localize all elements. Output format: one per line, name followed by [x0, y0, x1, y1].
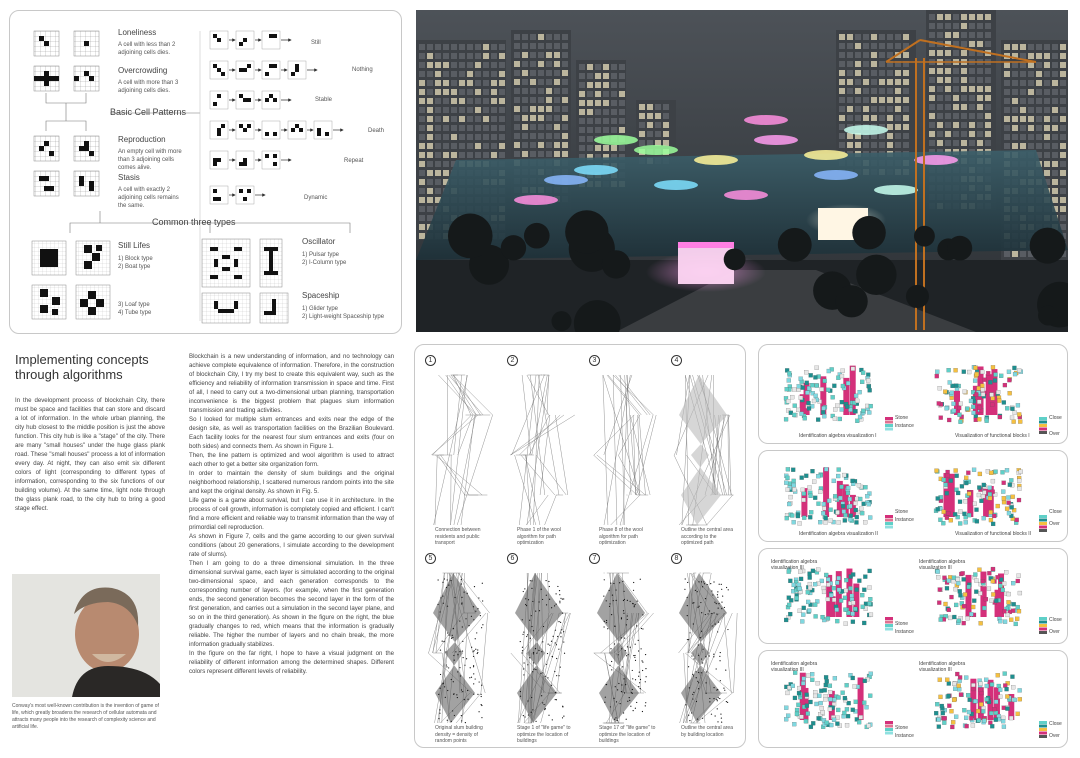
- article-paragraph: As shown in Figure 7, cells and the game according to our given survival conditions (about 20 generations, I simulate according to the development rate of slums).: [189, 533, 394, 558]
- algorithm-steps-diagram: [415, 345, 746, 748]
- viz-image-1: [759, 345, 1068, 444]
- viz-label-left: Identification algebra visualization III: [771, 559, 818, 571]
- still-lifes-title: Still Lifes: [118, 241, 151, 250]
- step-drawing: [428, 573, 490, 723]
- step-caption: Outline the central area according to the optimized path: [681, 527, 733, 546]
- spaceship-list: 1) Glider type 2) Light-weight Spaceship type: [302, 306, 385, 321]
- step-drawing: [594, 573, 654, 723]
- step-caption: Phase 8 of the wool algorithm for path optimization: [599, 527, 643, 546]
- step-number: 3: [589, 355, 600, 366]
- article-paragraph: So I looked for multiple slum entrances and exits near the edge of the design site, as well as transportation facilities on the Brazilian Boulevard. Each facility looks for the nearest four slum entrances and exits (four on both sides) and connects them. As shown in Figure 1.: [189, 416, 394, 450]
- step-number: 6: [507, 553, 518, 564]
- cube-cluster: [784, 366, 873, 423]
- spaceship-title: Spaceship: [302, 291, 340, 300]
- algorithm-steps-panel: [414, 344, 746, 748]
- photo-caption: Conway's most well-known contribution is the invention of game of life, which greatly broadens the research of cellular automata and attracts many people into the research of complexity science and artificial life.: [12, 703, 159, 730]
- legend-instance: Instance: [895, 517, 914, 523]
- reproduction-desc: An empty cell with more than 3 adjoining cells comes alive.: [118, 149, 182, 172]
- legend-stone: Stone: [895, 725, 909, 731]
- article-paragraph: In the figure on the far right, I hope to have a visual judgment on the reliability of different information among the determined shapes. Different colors represent different levels of reliability.: [189, 650, 394, 675]
- step-number: 5: [425, 553, 436, 564]
- article-paragraph: Then, the line pattern is optimized and wool algorithm is used to attract each other to get a better site organization form.: [189, 452, 394, 468]
- overcrowding-desc: A cell with more than 3 adjoining cells dies.: [118, 80, 179, 95]
- loneliness-grids: [34, 31, 99, 56]
- viz-panel-1: [758, 344, 1068, 444]
- viz-label-left: Identification algebra visualization I: [799, 433, 877, 439]
- step-caption: Original slum building density = density of random points: [435, 725, 483, 744]
- oscillator-list: 1) Pulsar type 2) I-Column type: [302, 252, 347, 267]
- article-intro: [15, 396, 165, 513]
- still-lifes-grids: [32, 241, 110, 319]
- night-city-render: [416, 10, 1068, 332]
- legend-over: Over: [1049, 521, 1060, 527]
- legend-close: Close: [1049, 509, 1062, 515]
- viz-panel-3: [758, 548, 1068, 644]
- article-paragraph: In order to maintain the density of slum buildings and the original neighborhood relationship, I scattered numerous random points into the site and kept the original density. As shown in Fig. 5.: [189, 470, 394, 495]
- conway-photo: [12, 574, 160, 697]
- common-types-title: Common three types: [152, 217, 236, 227]
- step-drawing: [511, 573, 571, 723]
- outcome-stable: Stable: [315, 97, 333, 103]
- viz-label-left: Identification algebra visualization II: [799, 531, 878, 537]
- loneliness-desc: A cell with less than 2 adjoining cells dies.: [118, 42, 176, 57]
- stasis-desc: A cell with exactly 2 adjoining cells remains the same.: [118, 187, 179, 210]
- step-number: 2: [507, 355, 518, 366]
- cube-cluster: [784, 568, 873, 626]
- reproduction-title: Reproduction: [118, 135, 166, 144]
- step-caption: Stage 1 of "life game" to optimize the location of buildings: [517, 725, 571, 744]
- cube-cluster: [935, 365, 1023, 424]
- cell-patterns-panel: [9, 10, 402, 334]
- cube-cluster: [784, 467, 872, 525]
- step-number: 4: [671, 355, 682, 366]
- overcrowding-grids: [34, 66, 99, 91]
- viz-label-left: Identification algebra visualization III: [771, 661, 818, 673]
- cube-cluster: [934, 672, 1022, 729]
- article-paragraph: Then I am going to do a three dimensional simulation. In the three dimensional survival game, each layer is simulated according to the original two-dimensional space, and each generation corresponds to the corresponding number of layers. (for example, when the first generation ends, the second generation becomes the second layer in the form of the first generation, and carries out a simulation in the second layer plane, and so on in the third generation). As shown in the figure on the right, the blue gradually changes to red, which means that the information is gradually reliable. The higher the number of layers and no chain break, the more information gradually stabilizes.: [189, 560, 394, 648]
- legend-close: Close: [1049, 415, 1062, 421]
- reproduction-grids: [34, 136, 99, 161]
- still-lifes-list-a: 1) Block type 2) Boat type: [118, 256, 153, 271]
- step-drawing: [431, 375, 492, 525]
- step-caption: Connection between residents and public transport: [435, 527, 481, 546]
- article-intro-text: In the development process of blockchain City, there must be space and facilities that can store and discard a lot of information. In the whole urban planning, the city hub closest to the middle position is just the above function. This city hub is like a "stage" of the city. There are many "small houses" under the huge glass plank road. These "small houses" process a lot of information every day. At night, they can also emit six different colors of light (corresponding to different types of information, corresponding to the six functions of our building volume). At the same time, light note through the glass plank road, to the city hub to bring a good stage effect.: [15, 397, 165, 512]
- legend-over: Over: [1049, 733, 1060, 739]
- legend-instance: Instance: [895, 423, 914, 429]
- legend-over: Over: [1049, 629, 1060, 635]
- oscillator-grids: [202, 239, 282, 287]
- viz-label-right: Identification algebra visualization III: [919, 559, 966, 571]
- conway-photo-image: [12, 574, 160, 697]
- oscillator-title: Oscillator: [302, 237, 336, 246]
- legend-over: Over: [1049, 431, 1060, 437]
- viz-label-right: Visualization of functional blocks I: [955, 433, 1030, 439]
- legend-stone: Stone: [895, 509, 909, 515]
- loneliness-title: Loneliness: [118, 28, 157, 37]
- legend-stone: Stone: [895, 415, 909, 421]
- step-caption: Phase 1 of the wool algorithm for path optimization: [517, 527, 561, 546]
- step-caption: Outline the central area by building location: [681, 725, 733, 738]
- outcome-dynamic: Dynamic: [304, 195, 328, 201]
- legend-instance: Instance: [895, 733, 914, 739]
- outcome-still: Still: [311, 40, 321, 46]
- spaceship-grids: [202, 293, 288, 323]
- step-caption: Stage 17 of "life game" to optimize the location of buildings: [599, 725, 656, 744]
- step-number: 8: [671, 553, 682, 564]
- legend-close: Close: [1049, 721, 1062, 727]
- basic-patterns-title: Basic Cell Patterns: [110, 107, 187, 117]
- step-drawing: [594, 375, 657, 525]
- viz-label-right: Identification algebra visualization III: [919, 661, 966, 673]
- legend-close: Close: [1049, 617, 1062, 623]
- outcome-repeat: Repeat: [344, 158, 364, 164]
- viz-label-right: Visualization of functional blocks II: [955, 531, 1032, 537]
- outcome-death: Death: [368, 128, 385, 134]
- article-paragraph: Life game is a game about survival, but I can use it in architecture. In the process of cell growth, information is completely copied and efficient. I can't find a more efficient and reliable way to transmit information than the way of primordial cell reproduction.: [189, 497, 394, 531]
- cube-cluster: [784, 671, 873, 729]
- stasis-title: Stasis: [118, 173, 140, 182]
- viz-panel-4: [758, 650, 1068, 748]
- cube-cluster: [935, 567, 1022, 626]
- step-number: 1: [425, 355, 436, 366]
- legend-stone: Stone: [895, 621, 909, 627]
- step-number: 7: [589, 553, 600, 564]
- article-main: [189, 352, 394, 676]
- cube-cluster: [934, 468, 1023, 526]
- step-drawing: [510, 375, 575, 525]
- stasis-grids: [34, 171, 99, 196]
- cell-patterns-diagram: [10, 11, 402, 334]
- viz-image-2: [759, 451, 1068, 542]
- viz-panel-2: [758, 450, 1068, 542]
- article-paragraph: Blockchain is a new understanding of information, and no technology can achieve complete equivalence of information. Therefore, in the construction of blockchain City, I try my best to create this equivalent way, such as the efficiency and reliability of information transmission in space and time. First of all, I need to carry out a two-dimensional urban planning, transportation inconvenience is the biggest problem that plagues slum information transmission and trading activities.: [189, 353, 394, 414]
- overcrowding-title: Overcrowding: [118, 66, 168, 75]
- article-heading: Implementing concepts through algorithms: [15, 352, 149, 382]
- step-drawing: [674, 375, 734, 525]
- night-city-render-image: [416, 10, 1068, 332]
- still-lifes-list-b: 3) Loaf type 4) Tube type: [118, 302, 152, 317]
- outcome-nothing: Nothing: [352, 67, 373, 73]
- legend-instance: Instance: [895, 629, 914, 635]
- evolution-rows: [210, 31, 343, 204]
- step-drawing: [679, 573, 738, 723]
